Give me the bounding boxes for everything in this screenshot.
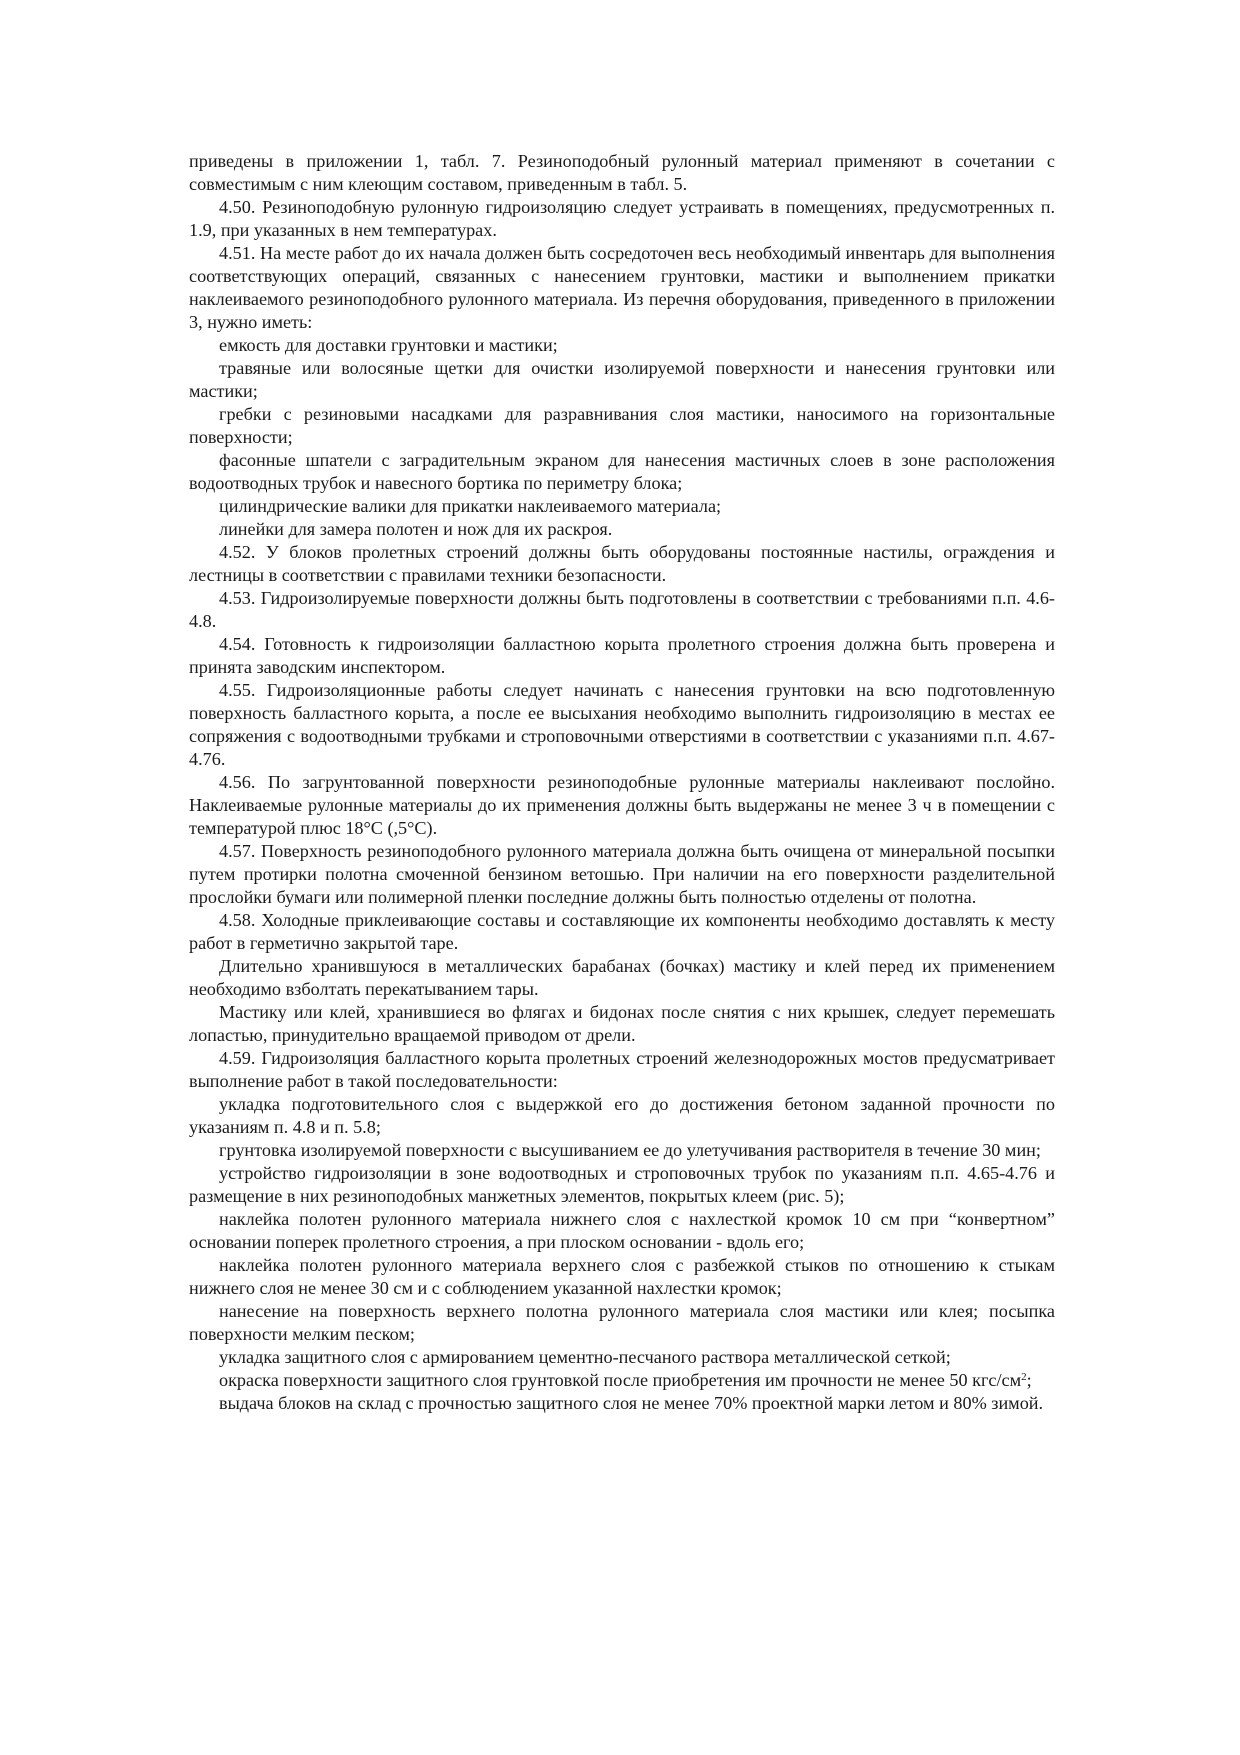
paragraph-flasks: Мастику или клей, хранившиеся во флягах и бидонах после снятия с них крышек, следует перемешать лопастью, принудительно вращаемой приводом от дрели. xyxy=(189,1002,1055,1045)
list-item-rollers: цилиндрические валики для прикатки наклеиваемого материала; xyxy=(219,496,722,516)
paragraph-barrels: Длительно хранившуюся в металлических барабанах (бочках) мастику и клей перед их применением необходимо взболтать перекатыванием тары. xyxy=(189,956,1055,999)
paragraph-4-58: 4.58. Холодные приклеивающие составы и составляющие их компоненты необходимо доставлять к месту работ в герметично закрытой таре. xyxy=(189,910,1055,953)
paragraph-4-54: 4.54. Готовность к гидроизоляции балластною корыта пролетного строения должна быть проверена и принята заводским инспектором. xyxy=(189,634,1055,677)
paragraph-4-52: 4.52. У блоков пролетных строений должны быть оборудованы постоянные настилы, ограждения и лестницы в соответствии с правилами техники безопасности. xyxy=(189,542,1055,585)
paragraph-4-50: 4.50. Резиноподобную рулонную гидроизоляцию следует устраивать в помещениях, предусмотренных п. 1.9, при указанных в нем температурах. xyxy=(189,197,1055,240)
list-item-upper-layer: наклейка полотен рулонного материала верхнего слоя с разбежкой стыков по отношению к стыкам нижнего слоя не менее 30 см и с соблюдением указанной нахлестки кромок; xyxy=(189,1255,1055,1298)
document-page xyxy=(189,150,1055,1415)
list-item-storage: выдача блоков на склад с прочностью защитного слоя не менее 70% проектной марки летом и 80% зимой. xyxy=(219,1393,1044,1413)
list-item-mastic-coat: нанесение на поверхность верхнего полотна рулонного материала слоя мастики или клея; посыпка поверхности мелким песком; xyxy=(189,1301,1055,1344)
list-item-base-layer: укладка подготовительного слоя с выдержкой его до достижения бетоном заданной прочности по указаниям п. 4.8 и п. 5.8; xyxy=(189,1094,1055,1137)
list-item-rakes: гребки с резиновыми насадками для разравнивания слоя мастики, наносимого на горизонтальные поверхности; xyxy=(189,404,1055,447)
list-item-protective-layer: укладка защитного слоя с армированием цементно-песчаного раствора металлической сеткой; xyxy=(219,1347,951,1367)
paragraph-4-59: 4.59. Гидроизоляция балластного корыта пролетных строений железнодорожных мостов предусматривает выполнение работ в такой последовательности: xyxy=(189,1048,1055,1091)
paragraph-4-51: 4.51. На месте работ до их начала должен быть сосредоточен весь необходимый инвентарь для выполнения соответствующих операций, связанных с нанесением грунтовки, мастики и выполнением прикатки наклеиваемого резиноподобного рулонного материала. Из перечня оборудования, приведенного в приложении 3, нужно иметь: xyxy=(189,243,1055,332)
superscript-2: 2 xyxy=(1021,1371,1027,1383)
painting-text: окраска поверхности защитного слоя грунтовкой после приобретения им прочности не менее 50 кгс/см xyxy=(219,1370,1022,1390)
painting-tail: ; xyxy=(1026,1370,1032,1390)
list-item-painting xyxy=(189,1369,1055,1392)
list-item-priming: грунтовка изолируемой поверхности с высушиванием ее до улетучивания растворителя в течение 30 мин; xyxy=(219,1140,1041,1160)
list-item-brushes: травяные или волосяные щетки для очистки изолируемой поверхности и нанесения грунтовки или мастики; xyxy=(189,358,1055,401)
paragraph-4-56: 4.56. По загрунтованной поверхности резиноподобные рулонные материалы наклеивают послойно. Наклеиваемые рулонные материалы до их применения должны быть выдержаны не менее 3 ч в помещении с температурой плюс 18°С (,5°С). xyxy=(189,772,1055,838)
list-item-spatulas: фасонные шпатели с заградительным экраном для нанесения мастичных слоев в зоне расположения водоотводных трубок и навесного бортика по периметру блока; xyxy=(189,450,1055,493)
list-item-container: емкость для доставки грунтовки и мастики; xyxy=(219,335,558,355)
list-item-lower-layer: наклейка полотен рулонного материала нижнего слоя с нахлесткой кромок 10 см при “конвертном” основании поперек пролетного строения, а при плоском основании - вдоль его; xyxy=(189,1209,1055,1252)
list-item-drain-zone: устройство гидроизоляции в зоне водоотводных и строповочных трубок по указаниям п.п. 4.65-4.76 и размещение в них резиноподобных манжетных элементов, покрытых клеем (рис. 5); xyxy=(189,1163,1055,1206)
paragraph-4-53: 4.53. Гидроизолируемые поверхности должны быть подготовлены в соответствии с требованиями п.п. 4.6-4.8. xyxy=(189,588,1055,631)
paragraph-4-57: 4.57. Поверхность резиноподобного рулонного материала должна быть очищена от минеральной посыпки путем протирки полотна смоченной бензином ветошью. При наличии на его поверхности разделительной прослойки бумаги или полимерной пленки последние должны быть полностью отделены от полотна. xyxy=(189,841,1055,907)
paragraph-4-55: 4.55. Гидроизоляционные работы следует начинать с нанесения грунтовки на всю подготовленную поверхность балластного корыта, а после ее высыхания необходимо выполнить гидроизоляцию в местах ее сопряжения с водоотводными трубками и строповочными отверстиями в соответствии с указаниями п.п. 4.67-4.76. xyxy=(189,680,1055,769)
list-item-rulers: линейки для замера полотен и нож для их раскроя. xyxy=(219,519,613,539)
paragraph-continuation: приведены в приложении 1, табл. 7. Резиноподобный рулонный материал применяют в сочетании с совместимым с ним клеющим составом, приведенным в табл. 5. xyxy=(189,151,1055,194)
